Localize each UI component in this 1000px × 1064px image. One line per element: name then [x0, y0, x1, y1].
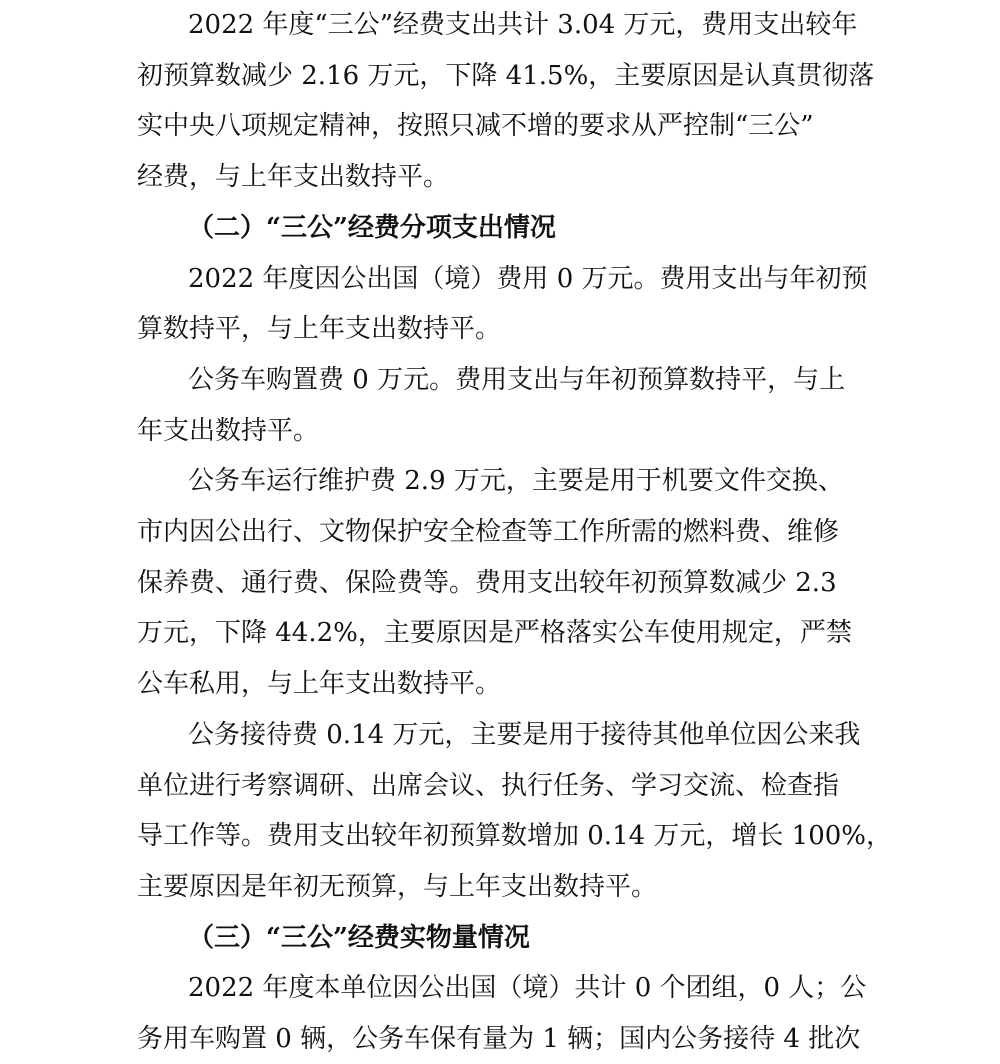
text-line-18: 主要原因是年初无预算，与上年支出数持平。 [137, 871, 658, 902]
section-heading-2: （二）“三公”经费分项支出情况 [188, 212, 556, 243]
text-line-1: 2022 年度“三公”经费支出共计 3.04 万元，费用支出较年 [188, 10, 858, 40]
text-line-11: 市内因公出行、文物保护安全检查等工作所需的燃料费、维修 [137, 517, 840, 547]
text-line-8: 公务车购置费 0 万元。费用支出与年初预算数持平，与上 [188, 364, 846, 395]
text-line-14: 公车私用，与上年支出数持平。 [137, 669, 502, 700]
text-line-17: 导工作等。费用支出较年初预算数增加 0.14 万元，增长 100%， [137, 821, 893, 852]
text-line-13: 万元，下降 44.2%，主要原因是严格落实公车使用规定，严禁 [137, 618, 852, 649]
text-line-15: 公务接待费 0.14 万元，主要是用于接待其他单位因公来我 [188, 719, 861, 750]
text-line-4: 经费，与上年支出数持平。 [137, 162, 450, 193]
text-line-2: 初预算数减少 2.16 万元，下降 41.5%，主要原因是认真贯彻落 [137, 60, 875, 91]
text-line-7: 算数持平，与上年支出数持平。 [137, 314, 502, 345]
text-line-12: 保养费、通行费、保险费等。费用支出较年初预算数减少 2.3 [137, 567, 837, 598]
text-line-20: 2022 年度本单位因公出国（境）共计 0 个团组，0 人；公 [188, 973, 867, 1004]
text-line-21: 务用车购置 0 辆，公务车保有量为 1 辆；国内公务接待 4 批次 [137, 1024, 861, 1054]
text-line-10: 公务车运行维护费 2.9 万元，主要是用于机要文件交换、 [188, 466, 844, 497]
text-line-3: 实中央八项规定精神，按照只减不增的要求从严控制“三公” [137, 111, 814, 142]
text-line-16: 单位进行考察调研、出席会议、执行任务、学习交流、检查指 [137, 770, 840, 801]
text-line-6: 2022 年度因公出国（境）费用 0 万元。费用支出与年初预 [188, 263, 868, 294]
text-line-9: 年支出数持平。 [137, 415, 320, 446]
section-heading-3: （三）“三公”经费实物量情况 [188, 922, 530, 953]
